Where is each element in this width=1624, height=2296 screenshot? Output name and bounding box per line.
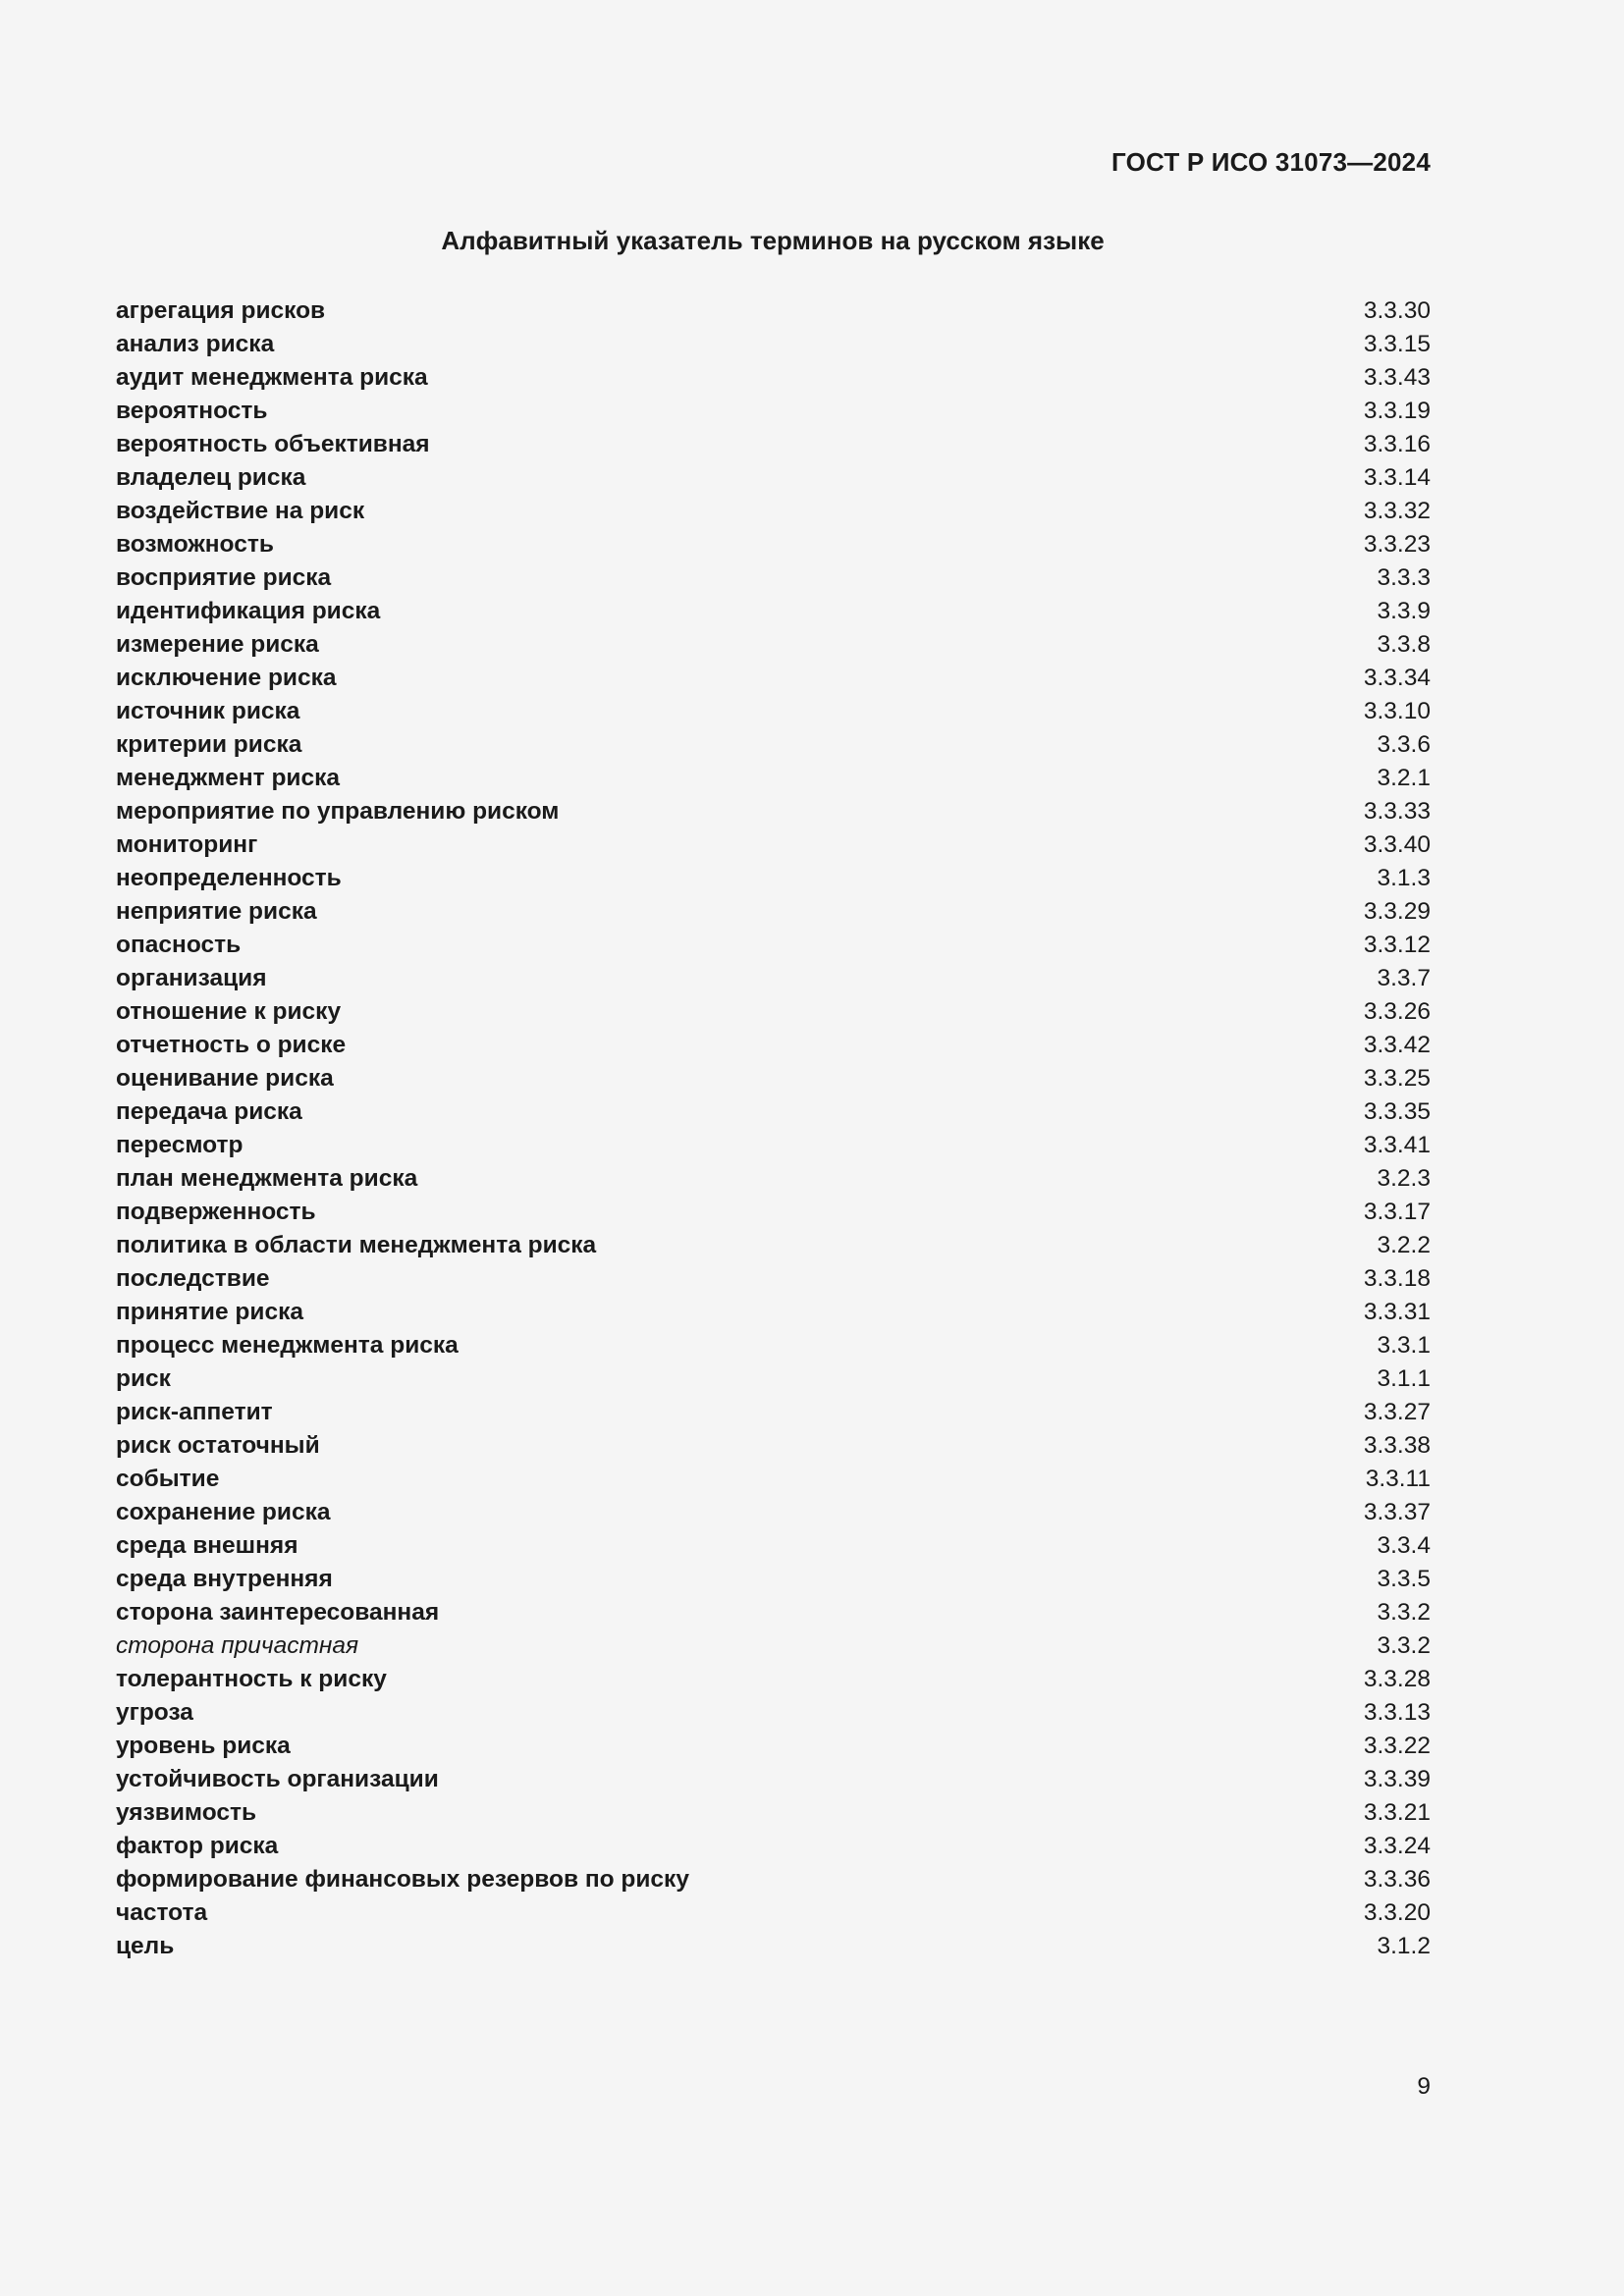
- index-entry: [116, 1129, 1431, 1162]
- index-term: план менеджмента риска: [116, 1165, 418, 1192]
- index-term: риск-аппетит: [116, 1399, 273, 1425]
- index-entry: [116, 1162, 1431, 1196]
- index-term: вероятность: [116, 398, 268, 424]
- index-term-reference: 3.3.27: [1363, 1399, 1431, 1425]
- term-index-list: [116, 294, 1431, 1963]
- index-term-reference: 3.3.4: [1377, 1532, 1431, 1559]
- index-entry: [116, 1796, 1431, 1830]
- index-term: мероприятие по управлению риском: [116, 798, 560, 825]
- index-entry: [116, 828, 1431, 862]
- index-term-reference: 3.3.13: [1363, 1699, 1431, 1726]
- index-term: отчетность о риске: [116, 1032, 347, 1058]
- index-term: мониторинг: [116, 831, 258, 858]
- index-term: источник риска: [116, 698, 300, 724]
- index-term: событие: [116, 1466, 220, 1492]
- index-term-reference: 3.3.1: [1377, 1332, 1431, 1359]
- index-entry: [116, 461, 1431, 495]
- index-term: подверженность: [116, 1199, 316, 1225]
- index-term: восприятие риска: [116, 564, 332, 591]
- index-entry: [116, 595, 1431, 628]
- index-entry: [116, 795, 1431, 828]
- index-entry: [116, 1429, 1431, 1463]
- index-entry: [116, 895, 1431, 929]
- index-entry: [116, 1262, 1431, 1296]
- index-term-reference: 3.3.33: [1363, 798, 1431, 825]
- index-term-reference: 3.3.30: [1363, 297, 1431, 324]
- page-number: 9: [1417, 2073, 1431, 2100]
- index-term-reference: 3.3.24: [1363, 1833, 1431, 1859]
- index-entry: [116, 662, 1431, 695]
- index-entry: [116, 1463, 1431, 1496]
- index-term: формирование финансовых резервов по риску: [116, 1866, 689, 1893]
- index-term: угроза: [116, 1699, 193, 1726]
- index-entry: [116, 561, 1431, 595]
- index-term: передача риска: [116, 1098, 302, 1125]
- index-entry: [116, 862, 1431, 895]
- index-term-reference: 3.3.2: [1377, 1599, 1431, 1626]
- index-term: политика в области менеджмента риска: [116, 1232, 597, 1258]
- index-term: среда внешняя: [116, 1532, 298, 1559]
- index-term: агрегация рисков: [116, 297, 326, 324]
- index-term-reference: 3.3.9: [1377, 598, 1431, 624]
- index-term-reference: 3.3.23: [1363, 531, 1431, 558]
- index-term-reference: 3.3.5: [1377, 1566, 1431, 1592]
- index-term-reference: 3.3.28: [1363, 1666, 1431, 1692]
- index-entry: [116, 1663, 1431, 1696]
- index-term-reference: 3.3.16: [1363, 431, 1431, 457]
- document-header: ГОСТ Р ИСО 31073—2024: [1110, 147, 1431, 177]
- index-entry: [116, 1062, 1431, 1095]
- index-entry: [116, 962, 1431, 995]
- index-term: сторона заинтересованная: [116, 1599, 440, 1626]
- index-entry: [116, 1930, 1431, 1963]
- index-entry: [116, 1730, 1431, 1763]
- index-entry: [116, 1629, 1431, 1663]
- index-entry: [116, 728, 1431, 762]
- index-entry: [116, 328, 1431, 361]
- index-term-reference: 3.3.17: [1363, 1199, 1431, 1225]
- index-term-reference: 3.3.12: [1363, 932, 1431, 958]
- index-term: цель: [116, 1933, 175, 1959]
- index-term-reference: 3.3.39: [1363, 1766, 1431, 1792]
- index-entry: [116, 1229, 1431, 1262]
- index-entry: [116, 428, 1431, 461]
- index-entry: [116, 1329, 1431, 1362]
- index-entry: [116, 1529, 1431, 1563]
- index-entry: [116, 1095, 1431, 1129]
- index-term-reference: 3.3.20: [1363, 1899, 1431, 1926]
- index-term-reference: 3.3.34: [1363, 665, 1431, 691]
- index-term-reference: 3.3.37: [1363, 1499, 1431, 1525]
- index-term: сохранение риска: [116, 1499, 331, 1525]
- index-term-reference: 3.3.32: [1363, 498, 1431, 524]
- index-term-reference: 3.2.2: [1377, 1232, 1431, 1258]
- index-term-reference: 3.1.2: [1377, 1933, 1431, 1959]
- index-term-reference: 3.3.8: [1377, 631, 1431, 658]
- index-term-reference: 3.3.3: [1377, 564, 1431, 591]
- index-term: опасность: [116, 932, 242, 958]
- index-term: фактор риска: [116, 1833, 279, 1859]
- index-term: частота: [116, 1899, 208, 1926]
- index-term: неприятие риска: [116, 898, 317, 925]
- index-title: Алфавитный указатель терминов на русском языке: [441, 226, 1105, 255]
- index-entry: [116, 1763, 1431, 1796]
- index-term: оценивание риска: [116, 1065, 334, 1092]
- index-term: неопределенность: [116, 865, 342, 891]
- index-term: риск: [116, 1365, 171, 1392]
- index-term: организация: [116, 965, 267, 991]
- index-term-reference: 3.3.29: [1363, 898, 1431, 925]
- index-term: уязвимость: [116, 1799, 257, 1826]
- index-entry: [116, 1863, 1431, 1896]
- index-term-reference: 3.3.11: [1365, 1466, 1431, 1492]
- index-term: уровень риска: [116, 1733, 291, 1759]
- index-entry: [116, 361, 1431, 395]
- index-entry: [116, 628, 1431, 662]
- index-term-reference: 3.3.43: [1363, 364, 1431, 391]
- index-term: процесс менеджмента риска: [116, 1332, 459, 1359]
- index-term: исключение риска: [116, 665, 337, 691]
- index-entry: [116, 1496, 1431, 1529]
- index-term: пересмотр: [116, 1132, 244, 1158]
- index-entry: [116, 1396, 1431, 1429]
- index-term-reference: 3.3.25: [1363, 1065, 1431, 1092]
- index-term: вероятность объективная: [116, 431, 430, 457]
- index-term: сторона причастная: [116, 1632, 359, 1659]
- index-entry: [116, 528, 1431, 561]
- index-term: измерение риска: [116, 631, 319, 658]
- index-term-reference: 3.3.18: [1363, 1265, 1431, 1292]
- index-entry: [116, 929, 1431, 962]
- index-term: анализ риска: [116, 331, 275, 357]
- index-term: возможность: [116, 531, 274, 558]
- index-entry: [116, 1029, 1431, 1062]
- index-term-reference: 3.3.42: [1363, 1032, 1431, 1058]
- index-term-reference: 3.2.3: [1377, 1165, 1431, 1192]
- index-entry: [116, 695, 1431, 728]
- index-term: отношение к риску: [116, 998, 342, 1025]
- index-entry: [116, 1196, 1431, 1229]
- index-term-reference: 3.3.26: [1363, 998, 1431, 1025]
- index-entry: [116, 1596, 1431, 1629]
- index-term-reference: 3.3.7: [1377, 965, 1431, 991]
- index-term-reference: 3.3.22: [1363, 1733, 1431, 1759]
- index-term-reference: 3.3.15: [1363, 331, 1431, 357]
- index-term-reference: 3.3.21: [1363, 1799, 1431, 1826]
- index-term: аудит менеджмента риска: [116, 364, 428, 391]
- index-entry: [116, 1696, 1431, 1730]
- index-term: менеджмент риска: [116, 765, 340, 791]
- index-term-reference: 3.3.2: [1377, 1632, 1431, 1659]
- index-term-reference: 3.3.6: [1377, 731, 1431, 758]
- index-term: воздействие на риск: [116, 498, 365, 524]
- index-term: среда внутренняя: [116, 1566, 333, 1592]
- index-term: устойчивость организации: [116, 1766, 439, 1792]
- index-term: последствие: [116, 1265, 270, 1292]
- index-entry: [116, 1362, 1431, 1396]
- index-term: риск остаточный: [116, 1432, 320, 1459]
- index-term-reference: 3.3.19: [1363, 398, 1431, 424]
- index-entry: [116, 995, 1431, 1029]
- index-entry: [116, 1830, 1431, 1863]
- index-term-reference: 3.1.1: [1377, 1365, 1431, 1392]
- index-term: идентификация риска: [116, 598, 381, 624]
- index-entry: [116, 762, 1431, 795]
- index-entry: [116, 395, 1431, 428]
- index-term: владелец риска: [116, 464, 306, 491]
- index-term-reference: 3.3.35: [1363, 1098, 1431, 1125]
- index-entry: [116, 1896, 1431, 1930]
- index-entry: [116, 495, 1431, 528]
- index-term-reference: 3.3.38: [1363, 1432, 1431, 1459]
- index-entry: [116, 1563, 1431, 1596]
- index-term-reference: 3.3.41: [1363, 1132, 1431, 1158]
- index-term-reference: 3.3.31: [1363, 1299, 1431, 1325]
- index-term-reference: 3.1.3: [1377, 865, 1431, 891]
- index-term-reference: 3.3.10: [1363, 698, 1431, 724]
- index-term: принятие риска: [116, 1299, 303, 1325]
- index-entry: [116, 1296, 1431, 1329]
- index-term: толерантность к риску: [116, 1666, 387, 1692]
- index-term-reference: 3.3.14: [1363, 464, 1431, 491]
- index-term: критерии риска: [116, 731, 302, 758]
- index-term-reference: 3.2.1: [1377, 765, 1431, 791]
- index-entry: [116, 294, 1431, 328]
- index-term-reference: 3.3.36: [1363, 1866, 1431, 1893]
- index-term-reference: 3.3.40: [1363, 831, 1431, 858]
